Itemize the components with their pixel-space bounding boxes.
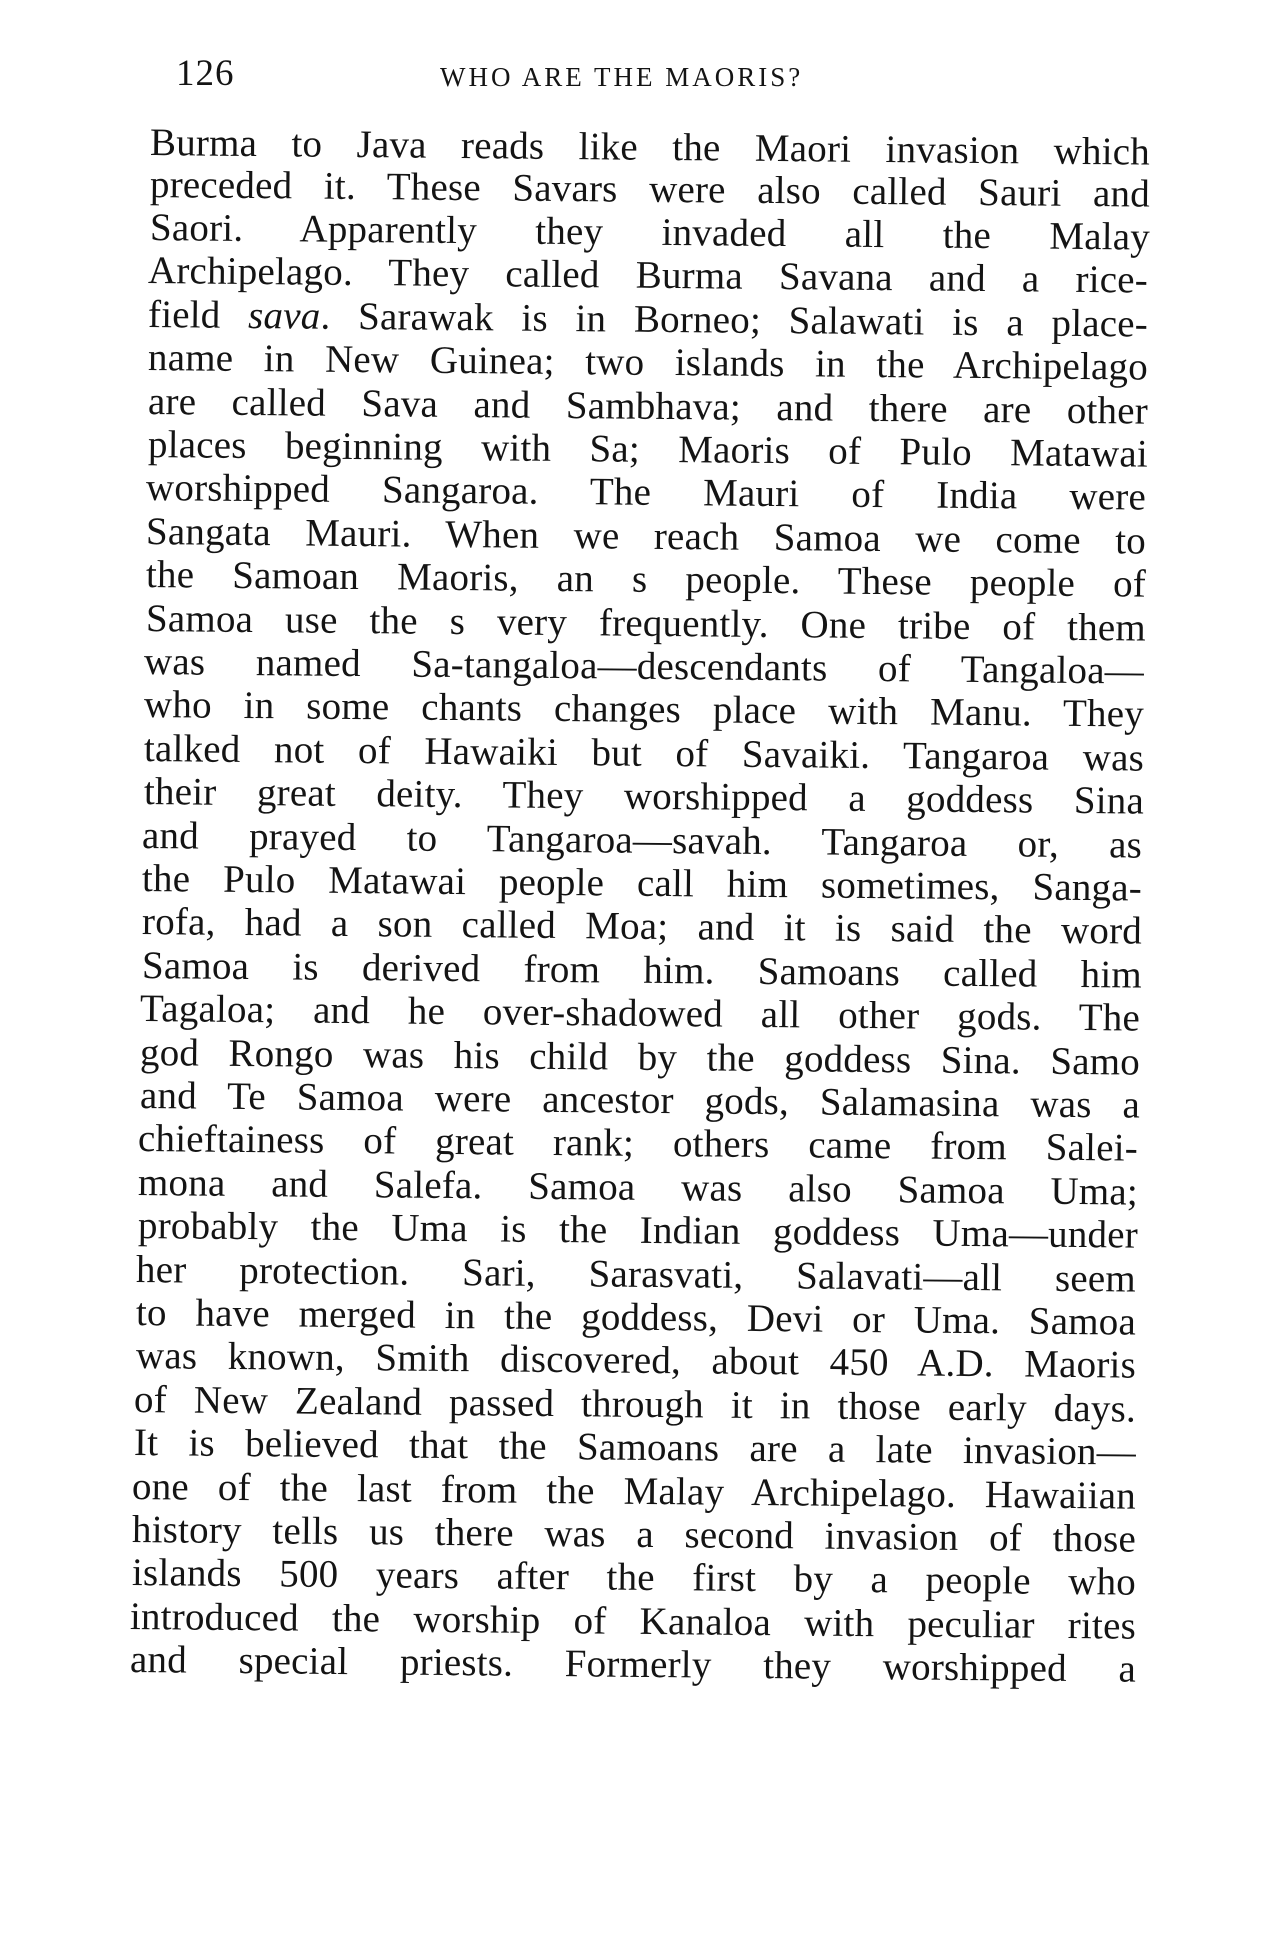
text-line: introduced the worship of Kanaloa with peculiar rites bbox=[129, 1595, 1137, 1648]
text-line: was known, Smith discovered, about 450 A.D. Maoris bbox=[135, 1334, 1137, 1387]
text-line: Saori. Apparently they invaded all the Malay bbox=[149, 206, 1151, 259]
text-line: It is believed that the Samoans are a late invasion— bbox=[133, 1421, 1137, 1474]
text-line: of New Zealand passed through it in those early days. bbox=[133, 1378, 1137, 1431]
text-line: probably the Uma is the Indian goddess Uma—under bbox=[137, 1204, 1139, 1257]
text-line: history tells us there was a second invasion of those bbox=[131, 1508, 1137, 1561]
text-line: rofa, had a son called Moa; and it is said the word bbox=[141, 900, 1143, 953]
text-line: was named Sa-tangaloa—descendants of Tangaloa— bbox=[143, 640, 1145, 693]
text-line: places beginning with Sa; Maoris of Pulo Matawai bbox=[147, 423, 1149, 476]
text-line: god Rongo was his child by the goddess Sina. Samo bbox=[139, 1031, 1141, 1084]
text-line: mona and Salefa. Samoa was also Samoa Uma; bbox=[137, 1161, 1139, 1214]
text-line: talked not of Hawaiki but of Savaiki. Tangaroa was bbox=[143, 727, 1145, 780]
text-line-rest: . Sarawak is in Borneo; Salawati is a place- bbox=[320, 294, 1149, 346]
running-head: WHO ARE THE MAORIS? bbox=[440, 62, 804, 92]
text-line: chieftainess of great rank; others came from Salei- bbox=[137, 1117, 1139, 1170]
text-line: preceded it. These Savars were also called Sauri and bbox=[149, 163, 1151, 216]
text-line: their great deity. They worshipped a goddess Sina bbox=[143, 770, 1145, 823]
text-line: the Samoan Maoris, an s people. These people of bbox=[145, 553, 1147, 606]
text-line: Sangata Mauri. When we reach Samoa we come to bbox=[145, 510, 1147, 563]
text-line: to have merged in the goddess, Devi or Uma. Samoa bbox=[135, 1291, 1137, 1344]
text-line: are called Sava and Sambhava; and there are other bbox=[147, 380, 1149, 433]
text-line: and Te Samoa were ancestor gods, Salamasina was a bbox=[139, 1074, 1141, 1127]
text-line: name in New Guinea; two islands in the Archipelago bbox=[147, 336, 1149, 389]
text-line: islands 500 years after the first by a people who bbox=[131, 1551, 1137, 1604]
text-line: Archipelago. They called Burma Savana and a rice- bbox=[147, 249, 1149, 302]
text-line: worshipped Sangaroa. The Mauri of India were bbox=[145, 466, 1147, 519]
text-line: and special priests. Formerly they worshipped a bbox=[129, 1638, 1137, 1691]
text-line: the Pulo Matawai people call him sometimes, Sanga- bbox=[141, 857, 1143, 910]
text-line: Samoa is derived from him. Samoans called him bbox=[141, 944, 1143, 997]
text-line: Burma to Java reads like the Maori invasion which bbox=[149, 121, 1151, 174]
text-line: field sava. Sarawak is in Borneo; Salawati is a place- bbox=[147, 293, 1149, 346]
text-line: one of the last from the Malay Archipelago. Hawaiian bbox=[131, 1465, 1137, 1518]
text-line: who in some chants changes place with Manu. They bbox=[143, 683, 1145, 736]
text-line: her protection. Sari, Sarasvati, Salavati—all seem bbox=[135, 1248, 1137, 1301]
page-number: 126 bbox=[176, 53, 235, 94]
text-line: Tagaloa; and he over-shadowed all other gods. The bbox=[139, 987, 1141, 1040]
text-line: and prayed to Tangaroa—savah. Tangaroa or, as bbox=[141, 814, 1143, 867]
italic-word: sava bbox=[247, 293, 321, 338]
text-line: Samoa use the s very frequently. One tribe of them bbox=[145, 597, 1147, 650]
